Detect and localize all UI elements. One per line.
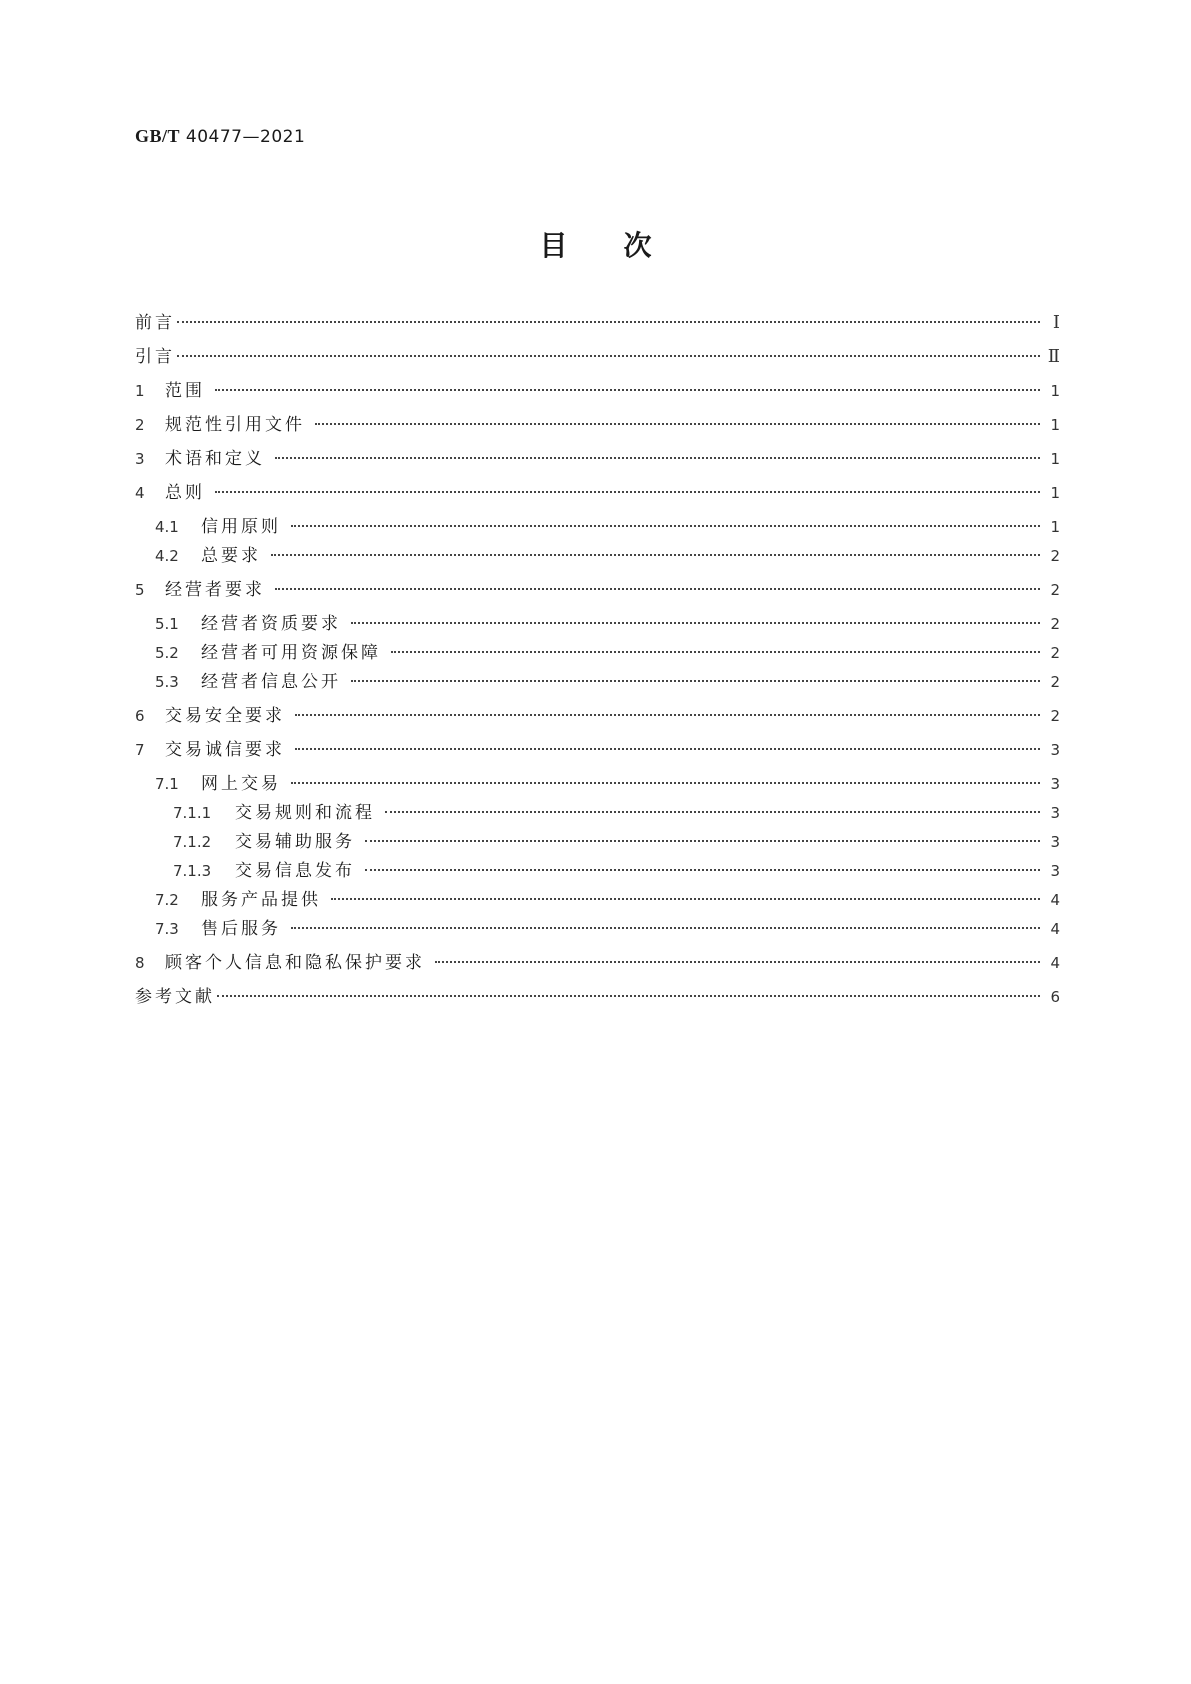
toc-number: 3 [135, 450, 145, 468]
toc-leader [295, 736, 1040, 750]
toc-page: 2 [1050, 644, 1060, 662]
toc-label: 交易辅助服务 [235, 832, 355, 852]
toc-label: 售后服务 [201, 919, 281, 939]
toc-label: 顾客个人信息和隐私保护要求 [165, 953, 425, 973]
toc-number: 7 [135, 741, 145, 759]
toc-label: 交易信息发布 [235, 861, 355, 881]
toc-entry-7[interactable] [135, 735, 1060, 759]
toc-number: 5.3 [155, 673, 179, 691]
toc-entry-3[interactable] [135, 444, 1060, 468]
toc-entry-5-3[interactable] [135, 667, 1060, 691]
toc-leader [177, 309, 1040, 323]
toc-label: 网上交易 [201, 774, 281, 794]
toc-page: 2 [1050, 707, 1060, 725]
toc-label: 服务产品提供 [201, 890, 321, 910]
toc-label: 交易诚信要求 [165, 740, 285, 760]
toc-page: 3 [1050, 741, 1060, 759]
toc-number: 1 [135, 382, 145, 400]
toc-number: 2 [135, 416, 145, 434]
toc-leader [275, 576, 1040, 590]
toc-page: Ⅰ [1052, 312, 1060, 333]
toc-number: 5 [135, 581, 145, 599]
toc-entry-bibliography[interactable] [135, 982, 1060, 1006]
toc-leader [331, 886, 1040, 900]
toc-label: 经营者资质要求 [201, 614, 341, 634]
toc-leader [295, 702, 1040, 716]
toc-entry-6[interactable] [135, 701, 1060, 725]
toc-entry-4-2[interactable] [135, 541, 1060, 565]
document-code [135, 126, 305, 147]
toc-entry-4[interactable] [135, 478, 1060, 502]
toc-page: 1 [1050, 450, 1060, 468]
page-title: 目次 [539, 229, 708, 262]
toc-label: 经营者可用资源保障 [201, 643, 381, 663]
toc-label: 交易规则和流程 [235, 803, 375, 823]
toc-page: 2 [1050, 581, 1060, 599]
toc-page: 1 [1050, 416, 1060, 434]
toc-entry-7-1-2[interactable] [135, 827, 1060, 851]
toc-leader [351, 668, 1040, 682]
toc-label: 总则 [165, 483, 205, 503]
toc-entry-8[interactable] [135, 948, 1060, 972]
standard-prefix: GB/T [135, 126, 181, 146]
toc-number: 8 [135, 954, 145, 972]
toc-label: 术语和定义 [165, 449, 265, 469]
toc-leader [291, 770, 1040, 784]
toc-leader [215, 377, 1040, 391]
toc-leader [217, 983, 1040, 997]
toc-leader [315, 411, 1040, 425]
toc-page: 4 [1050, 920, 1060, 938]
toc-number: 7.1.1 [173, 804, 212, 822]
toc-number: 7.1 [155, 775, 179, 793]
toc-number: 7.3 [155, 920, 179, 938]
toc-number: 7.1.3 [173, 862, 212, 880]
toc-leader [385, 799, 1040, 813]
toc-leader [351, 610, 1040, 624]
toc-page: 2 [1050, 615, 1060, 633]
toc-entry-4-1[interactable] [135, 512, 1060, 536]
toc-label: 经营者信息公开 [201, 672, 341, 692]
toc-label: 引言 [135, 347, 175, 367]
toc-entry-7-1-1[interactable] [135, 798, 1060, 822]
toc-leader [391, 639, 1040, 653]
toc-page: 3 [1050, 862, 1060, 880]
toc-page: 1 [1050, 484, 1060, 502]
toc-page: 4 [1050, 954, 1060, 972]
toc-number: 4.2 [155, 547, 179, 565]
toc-entry-1[interactable] [135, 376, 1060, 400]
toc-number: 5.1 [155, 615, 179, 633]
toc-leader [291, 513, 1040, 527]
toc-number: 7.1.2 [173, 833, 212, 851]
toc-page: 1 [1050, 518, 1060, 536]
toc-page: 2 [1050, 547, 1060, 565]
toc-label: 范围 [165, 381, 205, 401]
toc-leader [365, 828, 1040, 842]
toc-label: 信用原则 [201, 517, 281, 537]
toc-label: 总要求 [201, 546, 261, 566]
toc-entry-5[interactable] [135, 575, 1060, 599]
toc-page: 2 [1050, 673, 1060, 691]
toc-leader [435, 949, 1040, 963]
toc-leader [271, 542, 1040, 556]
toc-leader [215, 479, 1040, 493]
toc-page: Ⅱ [1047, 346, 1060, 367]
toc-leader [291, 915, 1040, 929]
toc-entry-5-1[interactable] [135, 609, 1060, 633]
toc-entry-2[interactable] [135, 410, 1060, 434]
toc-page: 3 [1050, 804, 1060, 822]
toc-number: 4 [135, 484, 145, 502]
toc-page: 3 [1050, 775, 1060, 793]
toc-page: 3 [1050, 833, 1060, 851]
toc-number: 5.2 [155, 644, 179, 662]
toc-leader [177, 343, 1040, 357]
toc-leader [275, 445, 1040, 459]
toc-entry-foreword[interactable] [135, 308, 1060, 332]
toc-label: 交易安全要求 [165, 706, 285, 726]
toc-label: 经营者要求 [165, 580, 265, 600]
toc-number: 4.1 [155, 518, 179, 536]
toc-leader [365, 857, 1040, 871]
toc-page: 4 [1050, 891, 1060, 909]
toc-entry-introduction[interactable] [135, 342, 1060, 366]
toc-page: 6 [1050, 988, 1060, 1006]
toc-number: 7.2 [155, 891, 179, 909]
toc-entry-7-3[interactable] [135, 914, 1060, 938]
toc-number: 6 [135, 707, 145, 725]
toc-entry-7-1[interactable] [135, 769, 1060, 793]
toc-page: 1 [1050, 382, 1060, 400]
toc-label: 规范性引用文件 [165, 415, 305, 435]
toc-label: 前言 [135, 313, 175, 333]
toc-entry-5-2[interactable] [135, 638, 1060, 662]
toc-entry-7-1-3[interactable] [135, 856, 1060, 880]
standard-number: 40477—2021 [185, 127, 306, 147]
toc-label: 参考文献 [135, 987, 215, 1007]
toc-entry-7-2[interactable] [135, 885, 1060, 909]
